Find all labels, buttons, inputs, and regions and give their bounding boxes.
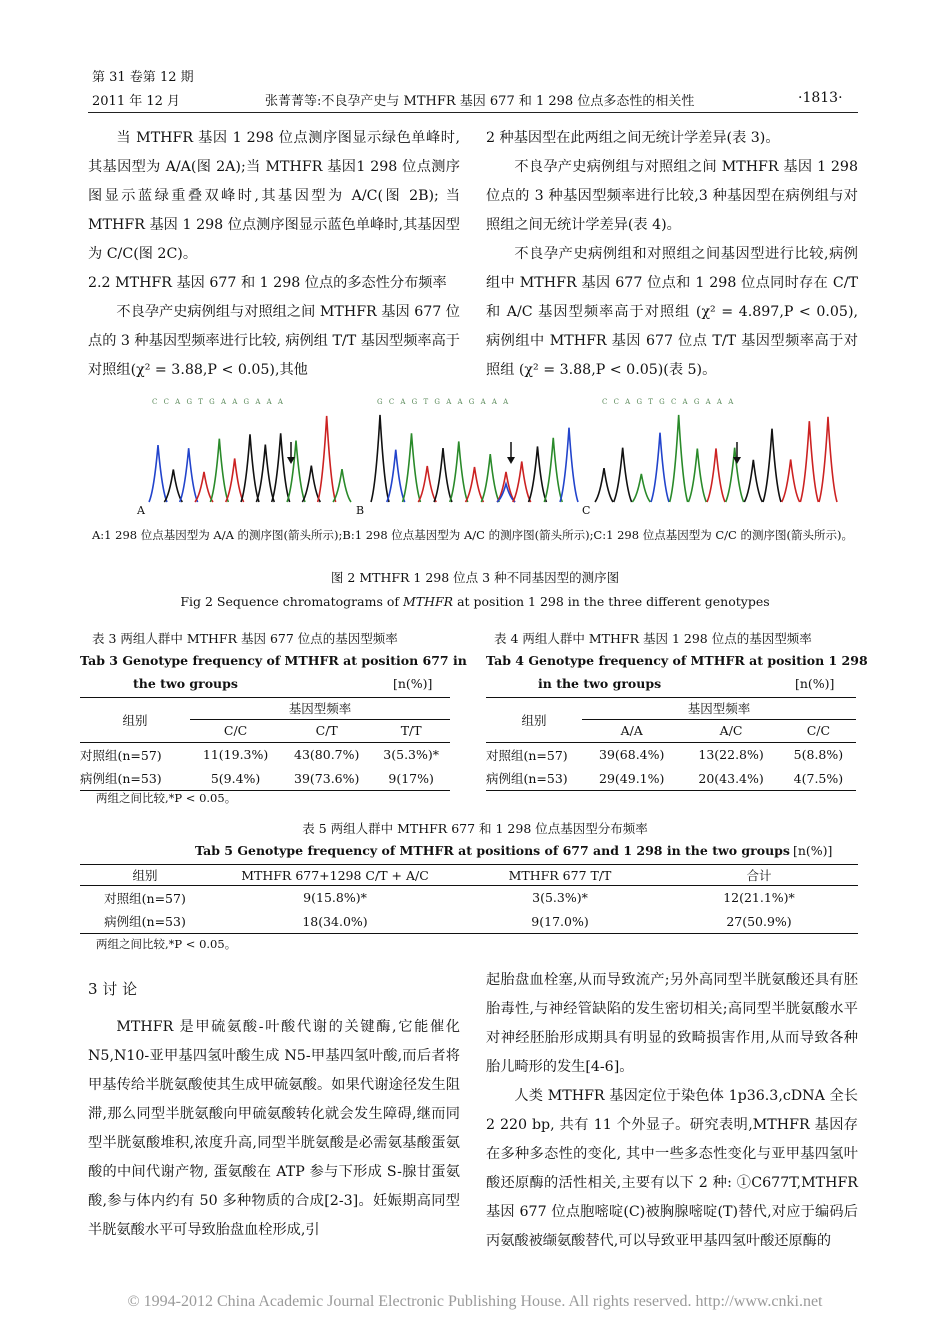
chromatogram-svg: [132, 394, 846, 516]
tab3-group-header: 组别: [122, 713, 148, 728]
tab3-title-en: Tab 3 Genotype frequency of MTHFR at position 677 in: [80, 653, 467, 668]
page-number: ·1813·: [798, 90, 843, 106]
left-column-bottom: [88, 975, 460, 1245]
tab4-col-header: A/A: [620, 723, 643, 739]
running-title: 张菁菁等:不良孕产史与 MTHFR 基因 677 和 1 298 位点多态性的相关性: [265, 94, 695, 109]
chromatogram-peak: [302, 466, 320, 502]
section-heading-3: 3 讨 论: [88, 980, 138, 998]
table-row: 病例组(n=53) 18(34.0%) 9(17.0%) 27(50.9%): [104, 913, 792, 930]
tab3-title-en2: the two groups: [133, 676, 238, 691]
figure-caption-cn: 图 2 MTHFR 1 298 位点 3 种不同基因型的测序图: [330, 570, 620, 585]
chromatogram-peak: [614, 448, 632, 502]
chromatogram-peak: [481, 454, 499, 502]
tab3-freq-header: 基因型频率: [190, 698, 450, 719]
figure-2-chromatograms: [132, 394, 846, 516]
chromatogram-peak: [544, 438, 562, 502]
tab3-col-header: C/T: [315, 723, 338, 739]
tab5-col-header: 组别: [132, 868, 158, 883]
chromatogram-peak: [333, 469, 351, 502]
tab5-col-header: 合计: [746, 868, 772, 883]
chromatogram-peak: [149, 445, 167, 502]
arrow-icon: [507, 457, 515, 464]
figure-legend: A:1 298 位点基因型为 A/A 的测序图(箭头所示);B:1 298 位点基因型为 A/C 的测序图(箭头所示);C:1 298 位点基因型为 C/C 的测序图(箭头所示)。: [92, 528, 853, 542]
tab4-title-en: Tab 4 Genotype frequency of MTHFR at position 1 298: [486, 653, 868, 668]
panel-c-bases: C C A G T G C A G A A A: [602, 398, 736, 406]
chromatogram-peak: [318, 416, 336, 502]
tab5-table: [80, 864, 858, 934]
right-column-top: [486, 124, 858, 385]
chromatogram-peak: [513, 461, 531, 502]
tab4-table: [486, 697, 856, 791]
tab5-col-header: MTHFR 677 T/T: [508, 867, 612, 883]
paragraph: 不良孕产史病例组与对照组之间 MTHFR 基因 1 298 位点的 3 种基因型频率进行比较,3 种基因型在病例组与对照组之间无统计学差异(表 4)。: [486, 159, 858, 233]
tab3-col-header: T/T: [400, 723, 422, 739]
journal-volume: 第 31 卷第 12 期: [92, 70, 194, 85]
chromatogram-peak: [595, 468, 613, 502]
header-rule: [88, 112, 858, 113]
section-heading-2-2: 2.2 MTHFR 基因 677 和 1 298 位点的多态性分布频率: [88, 275, 447, 291]
chromatogram-peak: [466, 467, 484, 502]
table-row: 对照组(n=57) 9(15.8%)* 3(5.3%)* 12(21.1%)*: [104, 890, 795, 906]
right-column-bottom: [486, 966, 858, 1256]
table-row: 对照组(n=57) 11(19.3%) 43(80.7%) 3(5.3%)*: [80, 743, 450, 767]
chromatogram-peak: [387, 450, 405, 502]
chromatogram-peak: [450, 441, 468, 502]
table-row: 病例组(n=53) 29(49.1%) 20(43.4%) 4(7.5%): [486, 767, 856, 791]
figure-caption-en: Fig 2 Sequence chromatograms of MTHFR at position 1 298 in the three different genotypes: [180, 594, 770, 609]
chromatogram-peak: [287, 441, 305, 502]
chromatogram-peak: [529, 446, 547, 502]
chromatogram-peak: [164, 469, 182, 502]
chromatogram-peak: [180, 448, 198, 502]
tab5-col-header: MTHFR 677+1298 C/T + A/C: [241, 867, 429, 883]
chromatogram-peak: [726, 448, 744, 502]
chromatogram-peak: [819, 417, 837, 502]
paragraph: 人类 MTHFR 基因定位于染色体 1p36.3,cDNA 全长 2 220 bp, 共有 11 个外显子。研究表明,MTHFR 基因存在多种多态性的变化, 其中一些多态性变化与亚甲基四氢叶酸还原酶的活性相关,主要有以下 2 种: ①C677T,MTHFR 基因 677 位点胞嘧啶(C)被胸腺嘧啶(T)替代,对应于编码后丙氨酸被缬氨酸替代,可以导致亚甲基四氢叶酸还原酶的: [486, 1088, 858, 1249]
tab3-col-header: C/C: [223, 723, 248, 739]
paragraph: 不良孕产史病例组和对照组之间基因型进行比较,病例组中 MTHFR 基因 677 位点和 1 298 位点同时存在 C/T 和 A/C 基因型频率高于对照组 (χ² = 4.897,P < 0.05), 病例组中 MTHFR 基因 677 位点 T/T 基因型频率高于对照组 (χ² = 3.88,P < 0.05)(表 5)。: [486, 246, 858, 378]
journal-date: 2011 年 12 月: [92, 94, 181, 109]
tab3-title-cn: 表 3 两组人群中 MTHFR 基因 677 位点的基因型频率: [92, 631, 398, 646]
chromatogram-peak: [434, 448, 452, 502]
chromatogram-peak: [403, 433, 421, 502]
left-column-top: [88, 124, 460, 385]
chromatogram-peak: [651, 433, 669, 502]
panel-label-c: C: [582, 504, 591, 517]
tab5-title-en: Tab 5 Genotype frequency of MTHFR at positions of 677 and 1 298 in the two groups: [195, 843, 790, 858]
panel-a-bases: C C A G T G A A G A A A: [152, 398, 285, 406]
table-row: 对照组(n=57) 39(68.4%) 13(22.8%) 5(8.8%): [486, 743, 856, 767]
chromatogram-peak: [763, 429, 781, 502]
paragraph: 起胎盘血栓塞,从而导致流产;另外高同型半胱氨酸还具有胚胎毒性,与神经管缺陷的发生密切相关;高同型半胱氨酸水平对神经胚胎形成期具有明显的致畸损害作用,从而导致各种胎儿畸形的发生[4-6]。: [486, 972, 858, 1075]
chromatogram-peak: [418, 466, 436, 502]
chromatogram-peak: [560, 428, 578, 502]
chromatogram-peak: [800, 421, 818, 502]
paragraph: MTHFR 是甲硫氨酸-叶酸代谢的关键酶,它能催化 N5,N10-亚甲基四氢叶酸生成 N5-甲基四氢叶酸,而后者将甲基传给半胱氨酸使其生成甲硫氨酸。如果代谢途径发生阻滞,那么同型半胱氨酸向甲硫氨酸转化就会发生障碍,继而同型半胱氨酸堆积,浓度升高,同型半胱氨酸是必需氨基酸蛋氨酸的中间代谢产物, 蛋氨酸在 ATP 参与下形成 S-腺甘蛋氨酸,参与体内约有 50 多种物质的合成[2-3]。妊娠期高同型半胱氨酸水平可导致胎盘血栓形成,引: [88, 1019, 460, 1238]
copyright-footer: © 1994-2012 China Academic Journal Electronic Publishing House. All rights reserved. http://www.cnki.net: [127, 1293, 823, 1310]
chromatogram-peak: [707, 448, 725, 502]
tab5-title-cn: 表 5 两组人群中 MTHFR 677 和 1 298 位点基因型分布频率: [302, 821, 648, 836]
chromatogram-peak: [272, 433, 290, 502]
arrow-icon: [733, 457, 741, 464]
paragraph: 不良孕产史病例组与对照组之间 MTHFR 基因 677 位点的 3 种基因型频率进行比较, 病例组 T/T 基因型频率高于对照组(χ² = 3.88,P < 0.05),其他: [88, 304, 460, 378]
tab4-title-cn: 表 4 两组人群中 MTHFR 基因 1 298 位点的基因型频率: [494, 631, 812, 646]
chromatogram-peak: [782, 459, 800, 502]
tab4-title-en2: in the two groups: [538, 676, 662, 691]
paragraph: 当 MTHFR 基因 1 298 位点测序图显示绿色单峰时,其基因型为 A/A(图 2A);当 MTHFR 基因1 298 位点测序图显示蓝绿重叠双峰时,其基因型为 A/C(图 2B); 当 MTHFR 基因 1 298 位点测序图显示蓝色单峰时,其基因型为 C/C(图 2C)。: [88, 130, 460, 262]
panel-label-a: A: [137, 504, 145, 517]
tab4-group-header: 组别: [521, 713, 547, 728]
chromatogram-peak: [497, 472, 515, 502]
panel-b-bases: G C A G T G A A G A A A: [377, 398, 511, 406]
tab4-freq-header: 基因型频率: [582, 698, 856, 719]
chromatogram-peak: [632, 474, 650, 502]
chromatogram-peak: [371, 415, 389, 502]
tab3-table: [80, 697, 450, 791]
tab5-unit: [n(%)]: [793, 843, 833, 858]
chromatogram-peak: [195, 472, 213, 502]
paragraph: 2 种基因型在此两组之间无统计学差异(表 3)。: [486, 130, 780, 146]
tab3-unit: [n(%)]: [393, 676, 433, 691]
chromatogram-peak: [226, 459, 244, 502]
chromatogram-peak: [744, 460, 762, 502]
chromatogram-peak: [210, 439, 228, 502]
chromatogram-peak: [670, 415, 688, 502]
chromatogram-peak: [497, 484, 515, 502]
tab5-note: 两组之间比较,*P < 0.05。: [96, 937, 237, 951]
chromatogram-peak: [256, 445, 274, 502]
chromatogram-peak: [241, 434, 259, 502]
panel-label-b: B: [356, 504, 365, 517]
table-row: 病例组(n=53) 5(9.4%) 39(73.6%) 9(17%): [80, 767, 450, 791]
tab4-col-header: A/C: [719, 723, 743, 739]
tab4-unit: [n(%)]: [795, 676, 835, 691]
chromatogram-peak: [688, 449, 706, 502]
tab4-col-header: C/C: [806, 723, 831, 739]
tab3-note: 两组之间比较,*P < 0.05。: [96, 791, 237, 805]
